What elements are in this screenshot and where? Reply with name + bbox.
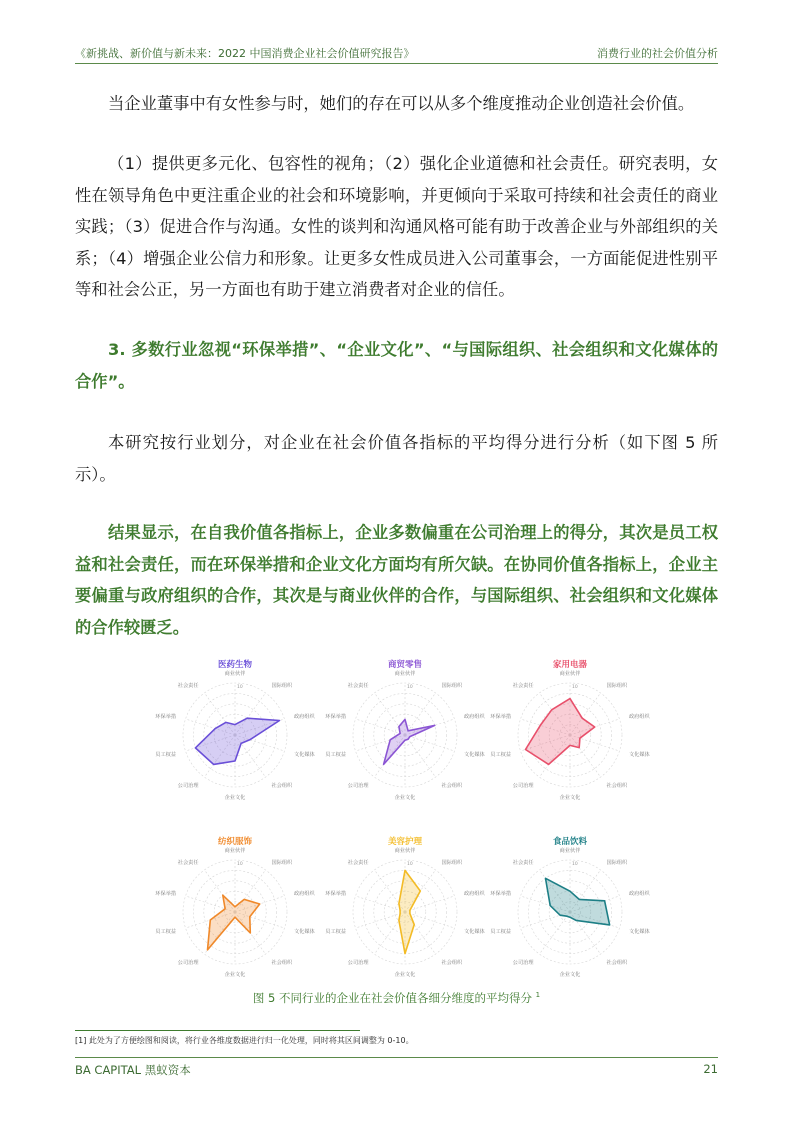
page-header bbox=[75, 43, 718, 61]
figure-caption-footnote-ref: 1 bbox=[535, 991, 541, 1000]
radar-axis-label: 社会责任 bbox=[177, 859, 199, 866]
radar-4-chart bbox=[155, 836, 315, 978]
header-section-title: 消费行业的社会价值分析 bbox=[597, 47, 718, 60]
radar-title: 纺织服饰 bbox=[217, 837, 253, 847]
radar-axis-label: 国际组织 bbox=[606, 859, 628, 866]
radar-axis-label: 社会组织 bbox=[271, 783, 293, 790]
radar-axis-label: 社会责任 bbox=[347, 859, 369, 866]
radar-axis-label: 国际组织 bbox=[271, 682, 293, 689]
radar-2-chart bbox=[325, 659, 485, 801]
radar-axis-label: 文化媒体 bbox=[628, 929, 650, 936]
radar-max-tick: 10 bbox=[237, 862, 243, 867]
radar-axis-label: 国际组织 bbox=[606, 682, 628, 689]
radar-axis-label: 公司治理 bbox=[177, 960, 199, 967]
radar-5-chart bbox=[325, 836, 485, 978]
radar-axis-label: 社会责任 bbox=[512, 859, 534, 866]
radar-axis-label: 国际组织 bbox=[441, 682, 463, 689]
footer-divider bbox=[75, 1057, 718, 1058]
radar-axis-label: 公司治理 bbox=[512, 960, 534, 967]
paragraph-results: 结果显示，在自我价值各指标上，企业多数偏重在公司治理上的得分，其次是员工权益和社会责任，而在环保举措和企业文化方面均有所欠缺。在协同价值各指标上，企业主要偏重与政府组织的合作，其次是与商业伙伴的合作，与国际组织、社会组织和文化媒体的合作较匮乏。 bbox=[75, 523, 718, 637]
radar-axis-label: 环保举措 bbox=[325, 713, 347, 720]
radar-axis-label: 环保举措 bbox=[490, 713, 512, 720]
radar-axis-label: 公司治理 bbox=[347, 783, 369, 790]
radar-axis-label: 企业文化 bbox=[559, 972, 581, 978]
radar-axis-label: 员工权益 bbox=[325, 752, 347, 759]
radar-axis-label: 公司治理 bbox=[177, 783, 199, 790]
footnote-divider bbox=[75, 1030, 360, 1031]
radar-axis-label: 员工权益 bbox=[155, 752, 177, 759]
radar-axis-label: 商业伙伴 bbox=[394, 671, 416, 677]
radar-title: 食品饮料 bbox=[552, 837, 588, 847]
radar-max-tick: 10 bbox=[572, 862, 578, 867]
header-report-title: 《新挑战、新价值与新未来：2022 中国消费企业社会价值研究报告》 bbox=[75, 47, 415, 60]
paragraph-women-directors: 当企业董事中有女性参与时，她们的存在可以从多个维度推动企业创造社会价值。 bbox=[108, 94, 695, 113]
radar-axis-label: 员工权益 bbox=[490, 752, 512, 759]
radar-title: 商贸零售 bbox=[387, 660, 423, 670]
radar-axis-label: 文化媒体 bbox=[463, 752, 485, 759]
radar-axis-label: 政府组织 bbox=[463, 713, 485, 720]
radar-axis-label: 社会组织 bbox=[271, 960, 293, 967]
radar-series-area bbox=[399, 870, 420, 953]
radar-title: 家用电器 bbox=[552, 660, 588, 670]
radar-spoke bbox=[356, 719, 405, 735]
radar-axis-label: 员工权益 bbox=[490, 929, 512, 936]
paragraph-four-dimensions: （1）提供更多元化、包容性的视角；（2）强化企业道德和社会责任。研究表明，女性在领导角色中更注重企业的社会和环境影响，并更倾向于采取可持续和社会责任的商业实践；（3）促进合作与沟通。女性的谈判和沟通风格可能有助于改善企业与外部组织的关系；（4）增强企业公信力和形象。让更多女性成员进入公司董事会，一方面能促进性别平等和社会公正，另一方面也有助于建立消费者对企业的信任。 bbox=[75, 154, 718, 299]
radar-axis-label: 社会组织 bbox=[606, 783, 628, 790]
radar-spoke bbox=[539, 912, 570, 954]
radar-series-area bbox=[195, 718, 279, 764]
radar-title: 医药生物 bbox=[217, 660, 253, 670]
radar-axis-label: 政府组织 bbox=[463, 890, 485, 897]
footnote: [1] 此处为了方便绘图和阅读，将行业各维度数据进行归一化处理，同时将其区间调整为 0-10。 bbox=[75, 1036, 414, 1045]
radar-axis-label: 商业伙伴 bbox=[224, 848, 246, 854]
figure-caption-text: 图 5 不同行业的企业在社会价值各细分维度的平均得分 bbox=[252, 991, 532, 1005]
radar-3-chart bbox=[490, 659, 650, 801]
radar-axis-label: 文化媒体 bbox=[463, 929, 485, 936]
radar-spoke bbox=[405, 735, 436, 777]
radar-axis-label: 商业伙伴 bbox=[559, 848, 581, 854]
radar-axis-label: 社会责任 bbox=[512, 682, 534, 689]
radar-6-chart bbox=[490, 836, 650, 978]
radar-spoke bbox=[356, 896, 405, 912]
radar-axis-label: 企业文化 bbox=[394, 795, 416, 801]
radar-axis-label: 社会组织 bbox=[441, 783, 463, 790]
radar-max-tick: 10 bbox=[572, 685, 578, 690]
radar-axis-label: 文化媒体 bbox=[628, 752, 650, 759]
page-footer bbox=[75, 1062, 718, 1078]
paragraph-industry-analysis: 本研究按行业划分，对企业在社会价值各指标的平均得分进行分析（如下图 5 所示）。 bbox=[75, 433, 718, 484]
radar-axis-label: 社会组织 bbox=[441, 960, 463, 967]
radar-axis-label: 文化媒体 bbox=[293, 752, 315, 759]
radar-axis-label: 国际组织 bbox=[441, 859, 463, 866]
radar-axis-label: 政府组织 bbox=[628, 890, 650, 897]
radar-series-area bbox=[384, 719, 435, 764]
radar-spoke bbox=[356, 912, 405, 928]
radar-series-area bbox=[546, 878, 610, 925]
radar-charts-figure bbox=[155, 640, 650, 980]
radar-spoke bbox=[405, 735, 454, 751]
radar-axis-label: 政府组织 bbox=[293, 890, 315, 897]
radar-axis-label: 员工权益 bbox=[325, 929, 347, 936]
radar-axis-label: 商业伙伴 bbox=[224, 671, 246, 677]
radar-axis-label: 文化媒体 bbox=[293, 929, 315, 936]
footer-brand: BA CAPITAL 黑蚁资本 bbox=[75, 1063, 191, 1077]
section-heading-3: 3. 多数行业忽视“环保举措”、“企业文化”、“与国际组织、社会组织和文化媒体的合作”。 bbox=[75, 340, 718, 391]
radar-axis-label: 企业文化 bbox=[394, 972, 416, 978]
radar-max-tick: 10 bbox=[407, 862, 413, 867]
radar-axis-label: 企业文化 bbox=[559, 795, 581, 801]
radar-axis-label: 员工权益 bbox=[155, 929, 177, 936]
radar-axis-label: 公司治理 bbox=[512, 783, 534, 790]
radar-max-tick: 10 bbox=[407, 685, 413, 690]
radar-axis-label: 环保举措 bbox=[155, 890, 177, 897]
page-number: 21 bbox=[703, 1062, 718, 1076]
radar-axis-label: 商业伙伴 bbox=[394, 848, 416, 854]
header-divider bbox=[75, 63, 718, 64]
radar-axis-label: 环保举措 bbox=[490, 890, 512, 897]
radar-axis-label: 环保举措 bbox=[325, 890, 347, 897]
figure-caption bbox=[0, 990, 793, 1006]
radar-axis-label: 公司治理 bbox=[347, 960, 369, 967]
radar-axis-label: 社会组织 bbox=[606, 960, 628, 967]
radar-axis-label: 企业文化 bbox=[224, 795, 246, 801]
radar-axis-label: 国际组织 bbox=[271, 859, 293, 866]
radar-axis-label: 政府组织 bbox=[293, 713, 315, 720]
radar-axis-label: 商业伙伴 bbox=[559, 671, 581, 677]
radar-axis-label: 企业文化 bbox=[224, 972, 246, 978]
radar-max-tick: 10 bbox=[237, 685, 243, 690]
radar-axis-label: 社会责任 bbox=[177, 682, 199, 689]
radar-axis-label: 环保举措 bbox=[155, 713, 177, 720]
radar-title: 美容护理 bbox=[387, 837, 423, 847]
radar-1-chart bbox=[155, 659, 315, 801]
radar-axis-label: 政府组织 bbox=[628, 713, 650, 720]
radar-axis-label: 社会责任 bbox=[347, 682, 369, 689]
